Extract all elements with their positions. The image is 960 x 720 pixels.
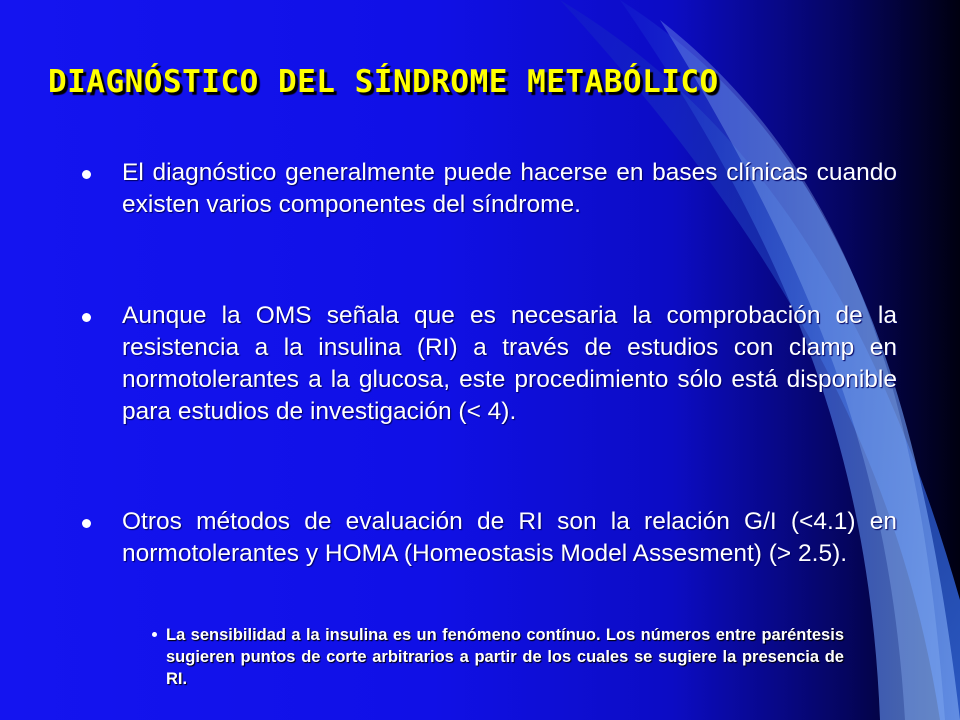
bullet-text-3: Otros métodos de evaluación de RI son la relación G/I (<4.1) en normotolerantes y HOMA (Homeostasis Model Assesment) (> 2.5). (122, 508, 897, 567)
bullet-item-3 (82, 506, 897, 570)
bullet-dot-icon (82, 313, 91, 322)
bullet-dot-icon (82, 170, 91, 179)
bullet-text-1: El diagnóstico generalmente puede hacerse en bases clínicas cuando existen varios componentes del síndrome. (122, 159, 897, 218)
footnote-text: La sensibilidad a la insulina es un fenómeno contínuo. Los números entre paréntesis sugieren puntos de corte arbitrarios a partir de los cuales se sugiere la presencia de RI. (166, 626, 844, 688)
bullet-text-2: Aunque la OMS señala que es necesaria la comprobación de la resistencia a la insulina (RI) a través de estudios con clamp en normotolerantes a la glucosa, este procedimiento sólo está disponible para estudios de investigación (< 4). (122, 302, 897, 425)
bullet-item-2 (82, 300, 897, 428)
footnote (152, 624, 844, 690)
slide-title: DIAGNÓSTICO DEL SÍNDROME METABÓLICO (48, 64, 719, 100)
bullet-dot-icon (82, 519, 91, 528)
footnote-dot-icon (152, 632, 157, 637)
bullet-item-1 (82, 157, 897, 221)
bullet-list (82, 157, 897, 567)
